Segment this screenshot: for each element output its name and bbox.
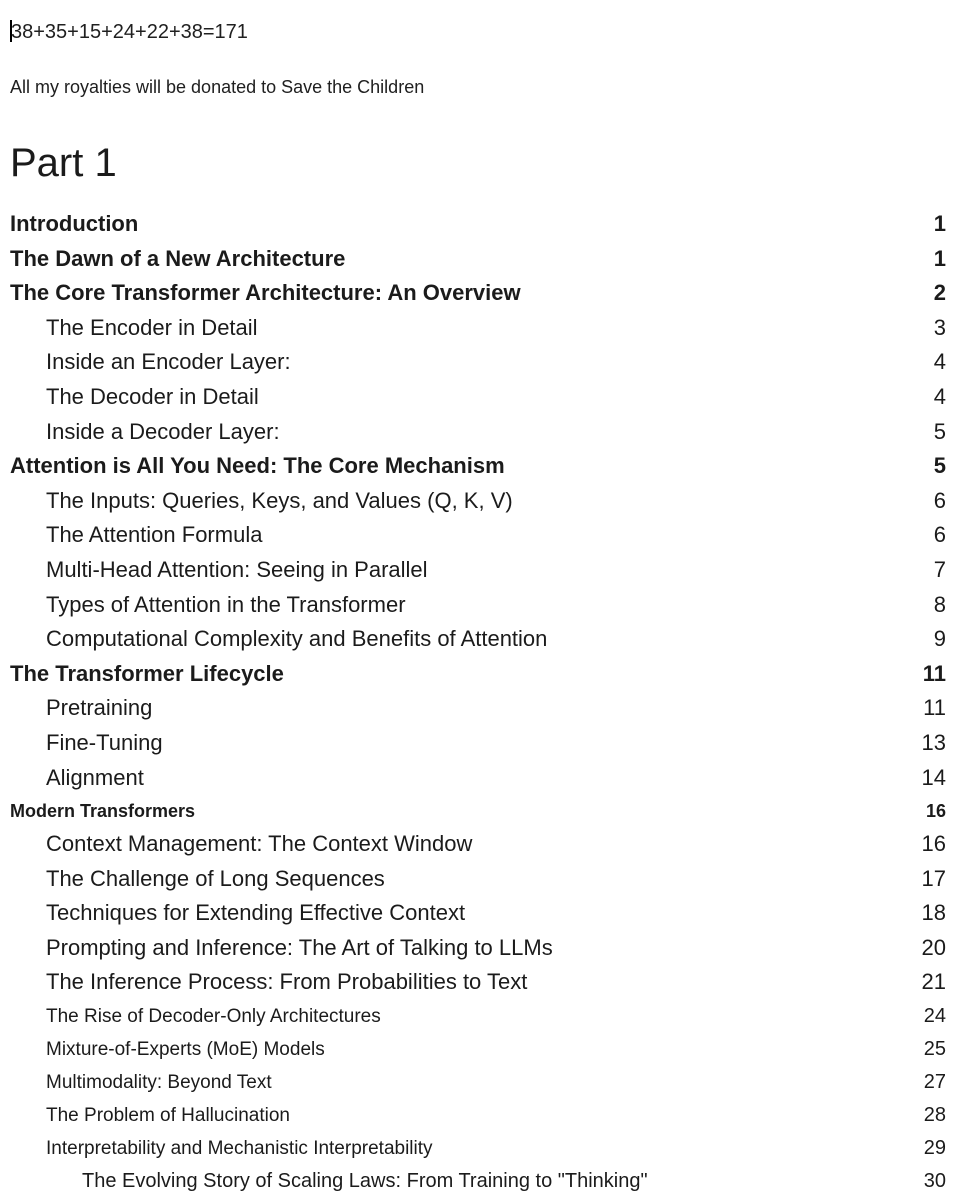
toc-entry-title[interactable]: Pretraining <box>46 695 153 721</box>
toc-section-entry[interactable] <box>0 726 974 761</box>
toc-entry-page-number[interactable]: 24 <box>923 1005 946 1028</box>
toc-entry-title[interactable]: Inside a Decoder Layer: <box>46 418 280 444</box>
toc-entry-page-number[interactable]: 30 <box>923 1170 946 1193</box>
toc-section-entry[interactable] <box>0 1000 974 1033</box>
royalties-note: All my royalties will be donated to Save the Children <box>10 77 425 97</box>
toc-entry-title[interactable]: The Challenge of Long Sequences <box>46 865 385 891</box>
toc-entry-title[interactable]: The Rise of Decoder-Only Architectures <box>46 1006 381 1028</box>
toc-entry-title[interactable]: Context Management: The Context Window <box>46 831 473 857</box>
toc-entry-page-number[interactable]: 3 <box>933 314 946 340</box>
toc-entry-title[interactable]: Multimodality: Beyond Text <box>46 1072 272 1094</box>
toc-section-entry[interactable] <box>0 691 974 726</box>
toc-entry-title[interactable]: The Core Transformer Architecture: An Overview <box>10 280 521 306</box>
toc-entry-page-number[interactable]: 20 <box>921 934 946 960</box>
toc-entry-title[interactable]: The Decoder in Detail <box>46 383 259 409</box>
toc-entry-page-number[interactable]: 2 <box>933 280 946 306</box>
toc-chapter-entry[interactable] <box>0 276 974 311</box>
toc-section-entry[interactable] <box>0 518 974 553</box>
toc-chapter-entry[interactable] <box>0 449 974 484</box>
toc-entry-page-number[interactable]: 5 <box>933 453 946 479</box>
toc-entry-page-number[interactable]: 21 <box>921 969 946 995</box>
toc-entry-page-number[interactable]: 29 <box>923 1137 946 1160</box>
toc-entry-page-number[interactable]: 7 <box>933 556 946 582</box>
toc-section-entry[interactable] <box>0 1033 974 1066</box>
toc-section-entry[interactable] <box>0 965 974 1000</box>
toc-entry-page-number[interactable]: 1 <box>933 245 946 271</box>
toc-entry-title[interactable]: Introduction <box>10 211 139 236</box>
toc-section-entry[interactable] <box>0 380 974 415</box>
toc-section-entry[interactable] <box>0 896 974 931</box>
toc-entry-title[interactable]: The Evolving Story of Scaling Laws: From Training to "Thinking" <box>82 1170 648 1193</box>
chapter-length-sum-line[interactable] <box>10 19 248 45</box>
toc-chapter-entry[interactable] <box>0 242 974 277</box>
toc-entry-title[interactable]: Techniques for Extending Effective Context <box>46 900 466 926</box>
toc-section-entry[interactable] <box>0 1066 974 1099</box>
toc-entry-page-number[interactable]: 16 <box>921 831 946 857</box>
toc-section-entry[interactable] <box>0 827 974 862</box>
toc-entry-title[interactable]: Mixture-of-Experts (MoE) Models <box>46 1039 325 1061</box>
toc-section-entry[interactable] <box>0 345 974 380</box>
toc-section-entry[interactable] <box>0 311 974 346</box>
toc-entry-title[interactable]: Interpretability and Mechanistic Interpretability <box>46 1138 433 1160</box>
toc-entry-page-number[interactable]: 9 <box>933 626 946 652</box>
toc-chapter-entry[interactable] <box>0 207 974 242</box>
toc-entry-title[interactable]: Types of Attention in the Transformer <box>46 591 406 617</box>
toc-entry-page-number[interactable]: 6 <box>933 522 946 548</box>
toc-entry-page-number[interactable]: 13 <box>921 729 946 755</box>
toc-entry-page-number[interactable]: 4 <box>933 383 946 409</box>
toc-entry-page-number[interactable]: 17 <box>921 865 946 891</box>
toc-entry-page-number[interactable]: 5 <box>933 418 946 444</box>
toc-section-entry[interactable] <box>0 588 974 623</box>
toc-entry-page-number[interactable]: 11 <box>922 660 946 686</box>
toc-entry-title[interactable]: Fine-Tuning <box>46 729 163 755</box>
part-title: Part 1 <box>10 141 117 185</box>
toc-entry-title[interactable]: Multi-Head Attention: Seeing in Parallel <box>46 556 428 582</box>
toc-entry-title[interactable]: The Attention Formula <box>46 522 263 548</box>
toc-section-entry[interactable] <box>0 622 974 657</box>
toc-section-entry[interactable] <box>0 415 974 450</box>
toc-chapter-entry[interactable] <box>0 795 974 827</box>
toc-entry-title[interactable]: The Inference Process: From Probabilities to Text <box>46 969 528 995</box>
toc-section-entry[interactable] <box>0 553 974 588</box>
toc-entry-page-number[interactable]: 28 <box>923 1104 946 1127</box>
toc-entry-title[interactable]: The Inputs: Queries, Keys, and Values (Q, K, V) <box>46 487 513 513</box>
toc-entry-page-number[interactable]: 27 <box>923 1071 946 1094</box>
toc-entry-title[interactable]: The Transformer Lifecycle <box>10 660 284 686</box>
toc-entry-page-number[interactable]: 4 <box>933 349 946 375</box>
toc-entry-page-number[interactable]: 25 <box>923 1038 946 1061</box>
toc-entry-title[interactable]: Prompting and Inference: The Art of Talking to LLMs <box>46 934 553 960</box>
toc-entry-title[interactable]: The Dawn of a New Architecture <box>10 245 346 271</box>
toc-entry-page-number[interactable]: 16 <box>925 801 946 822</box>
toc-entry-page-number[interactable]: 11 <box>923 695 946 721</box>
sum-line-text: 38+35+15+24+22+38=171 <box>11 21 248 43</box>
toc-section-entry[interactable] <box>0 1165 974 1198</box>
toc-entry-page-number[interactable]: 6 <box>933 487 946 513</box>
toc-entry-title[interactable]: Attention is All You Need: The Core Mechanism <box>10 453 505 479</box>
toc-entry-title[interactable]: Computational Complexity and Benefits of Attention <box>46 626 548 652</box>
toc-section-entry[interactable] <box>0 862 974 897</box>
toc-entry-page-number[interactable]: 18 <box>921 900 946 926</box>
toc-chapter-entry[interactable] <box>0 657 974 692</box>
toc-section-entry[interactable] <box>0 931 974 966</box>
toc-entry-page-number[interactable]: 14 <box>921 764 946 790</box>
toc-section-entry[interactable] <box>0 484 974 519</box>
toc-section-entry[interactable] <box>0 1099 974 1132</box>
toc-entry-title[interactable]: The Problem of Hallucination <box>46 1105 290 1127</box>
toc-entry-title[interactable]: Alignment <box>46 764 144 790</box>
toc-entry-title[interactable]: The Encoder in Detail <box>46 314 258 340</box>
toc-section-entry[interactable] <box>0 1132 974 1165</box>
toc-entry-page-number[interactable]: 1 <box>933 211 946 236</box>
table-of-contents <box>0 207 974 1198</box>
toc-entry-title[interactable]: Inside an Encoder Layer: <box>46 349 291 375</box>
toc-section-entry[interactable] <box>0 761 974 796</box>
toc-entry-page-number[interactable]: 8 <box>933 591 946 617</box>
toc-entry-title[interactable]: Modern Transformers <box>10 801 196 822</box>
